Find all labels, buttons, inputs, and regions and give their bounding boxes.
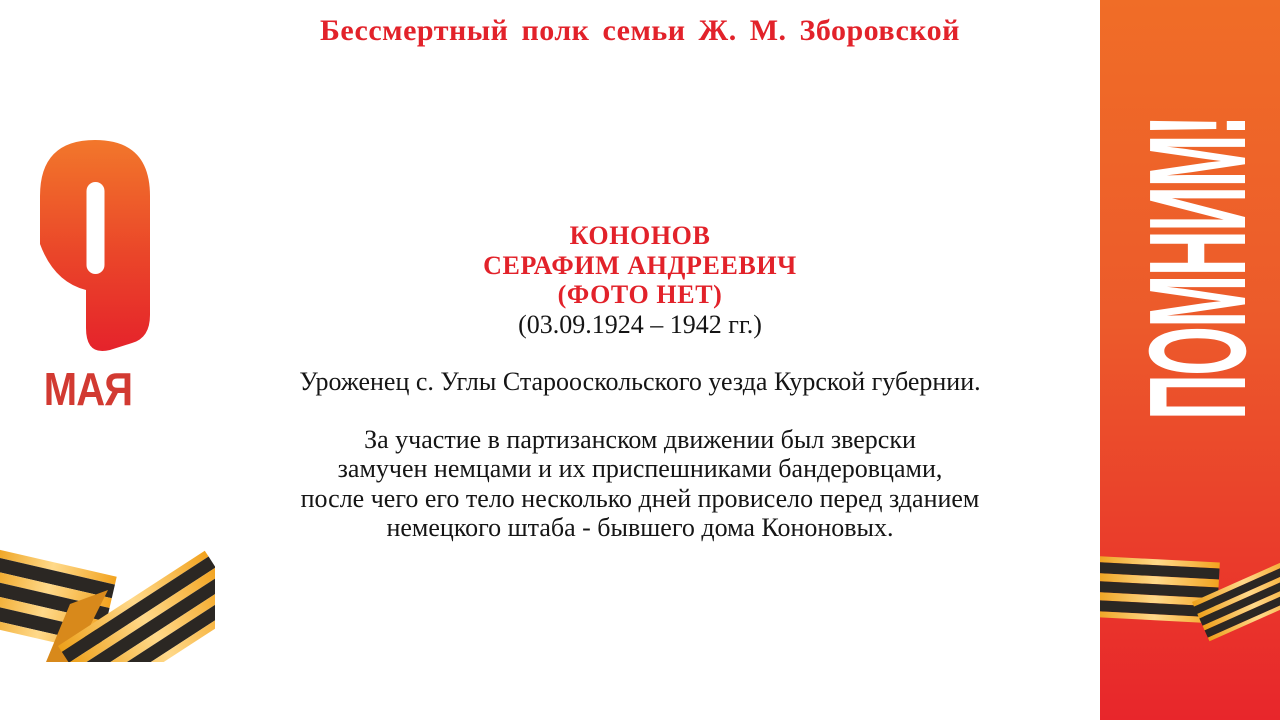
nine-digit-counter [87, 182, 105, 274]
memorial-text-block [180, 221, 1100, 543]
st-george-ribbon-left [0, 512, 215, 662]
story-line: За участие в партизанском движении был зверски [364, 424, 916, 454]
story-line: замучен немцами и их приспешниками бандеровцами, [337, 454, 943, 483]
name-stanza [180, 221, 1100, 339]
photo-note-line: (ФОТО НЕТ) [557, 280, 723, 309]
banner-text: ПОМНИМ! [1120, 116, 1275, 420]
dates-line: (03.09.1924 – 1942 гг.) [518, 309, 762, 339]
birthplace-line: Уроженец с. Углы Старооскольского уезда Курской губернии. [299, 367, 981, 396]
name-patronymic-line: СЕРАФИМ АНДРЕЕВИЧ [483, 250, 797, 280]
banner-content [1100, 0, 1280, 720]
month-label: МАЯ [43, 364, 133, 416]
birthplace-stanza [180, 367, 1100, 397]
story-line: немецкого штаба - бывшего дома Кононовых. [386, 513, 894, 542]
remembrance-banner [1100, 0, 1280, 720]
surname-line: КОНОНОВ [569, 221, 711, 250]
slide-title: Бессмертный полк семьи Ж. М. Зборовской [320, 14, 960, 47]
story-line: после чего его тело несколько дней провисело перед зданием [300, 483, 980, 513]
nine-may-logo [30, 132, 160, 417]
story-stanza [180, 425, 1100, 543]
